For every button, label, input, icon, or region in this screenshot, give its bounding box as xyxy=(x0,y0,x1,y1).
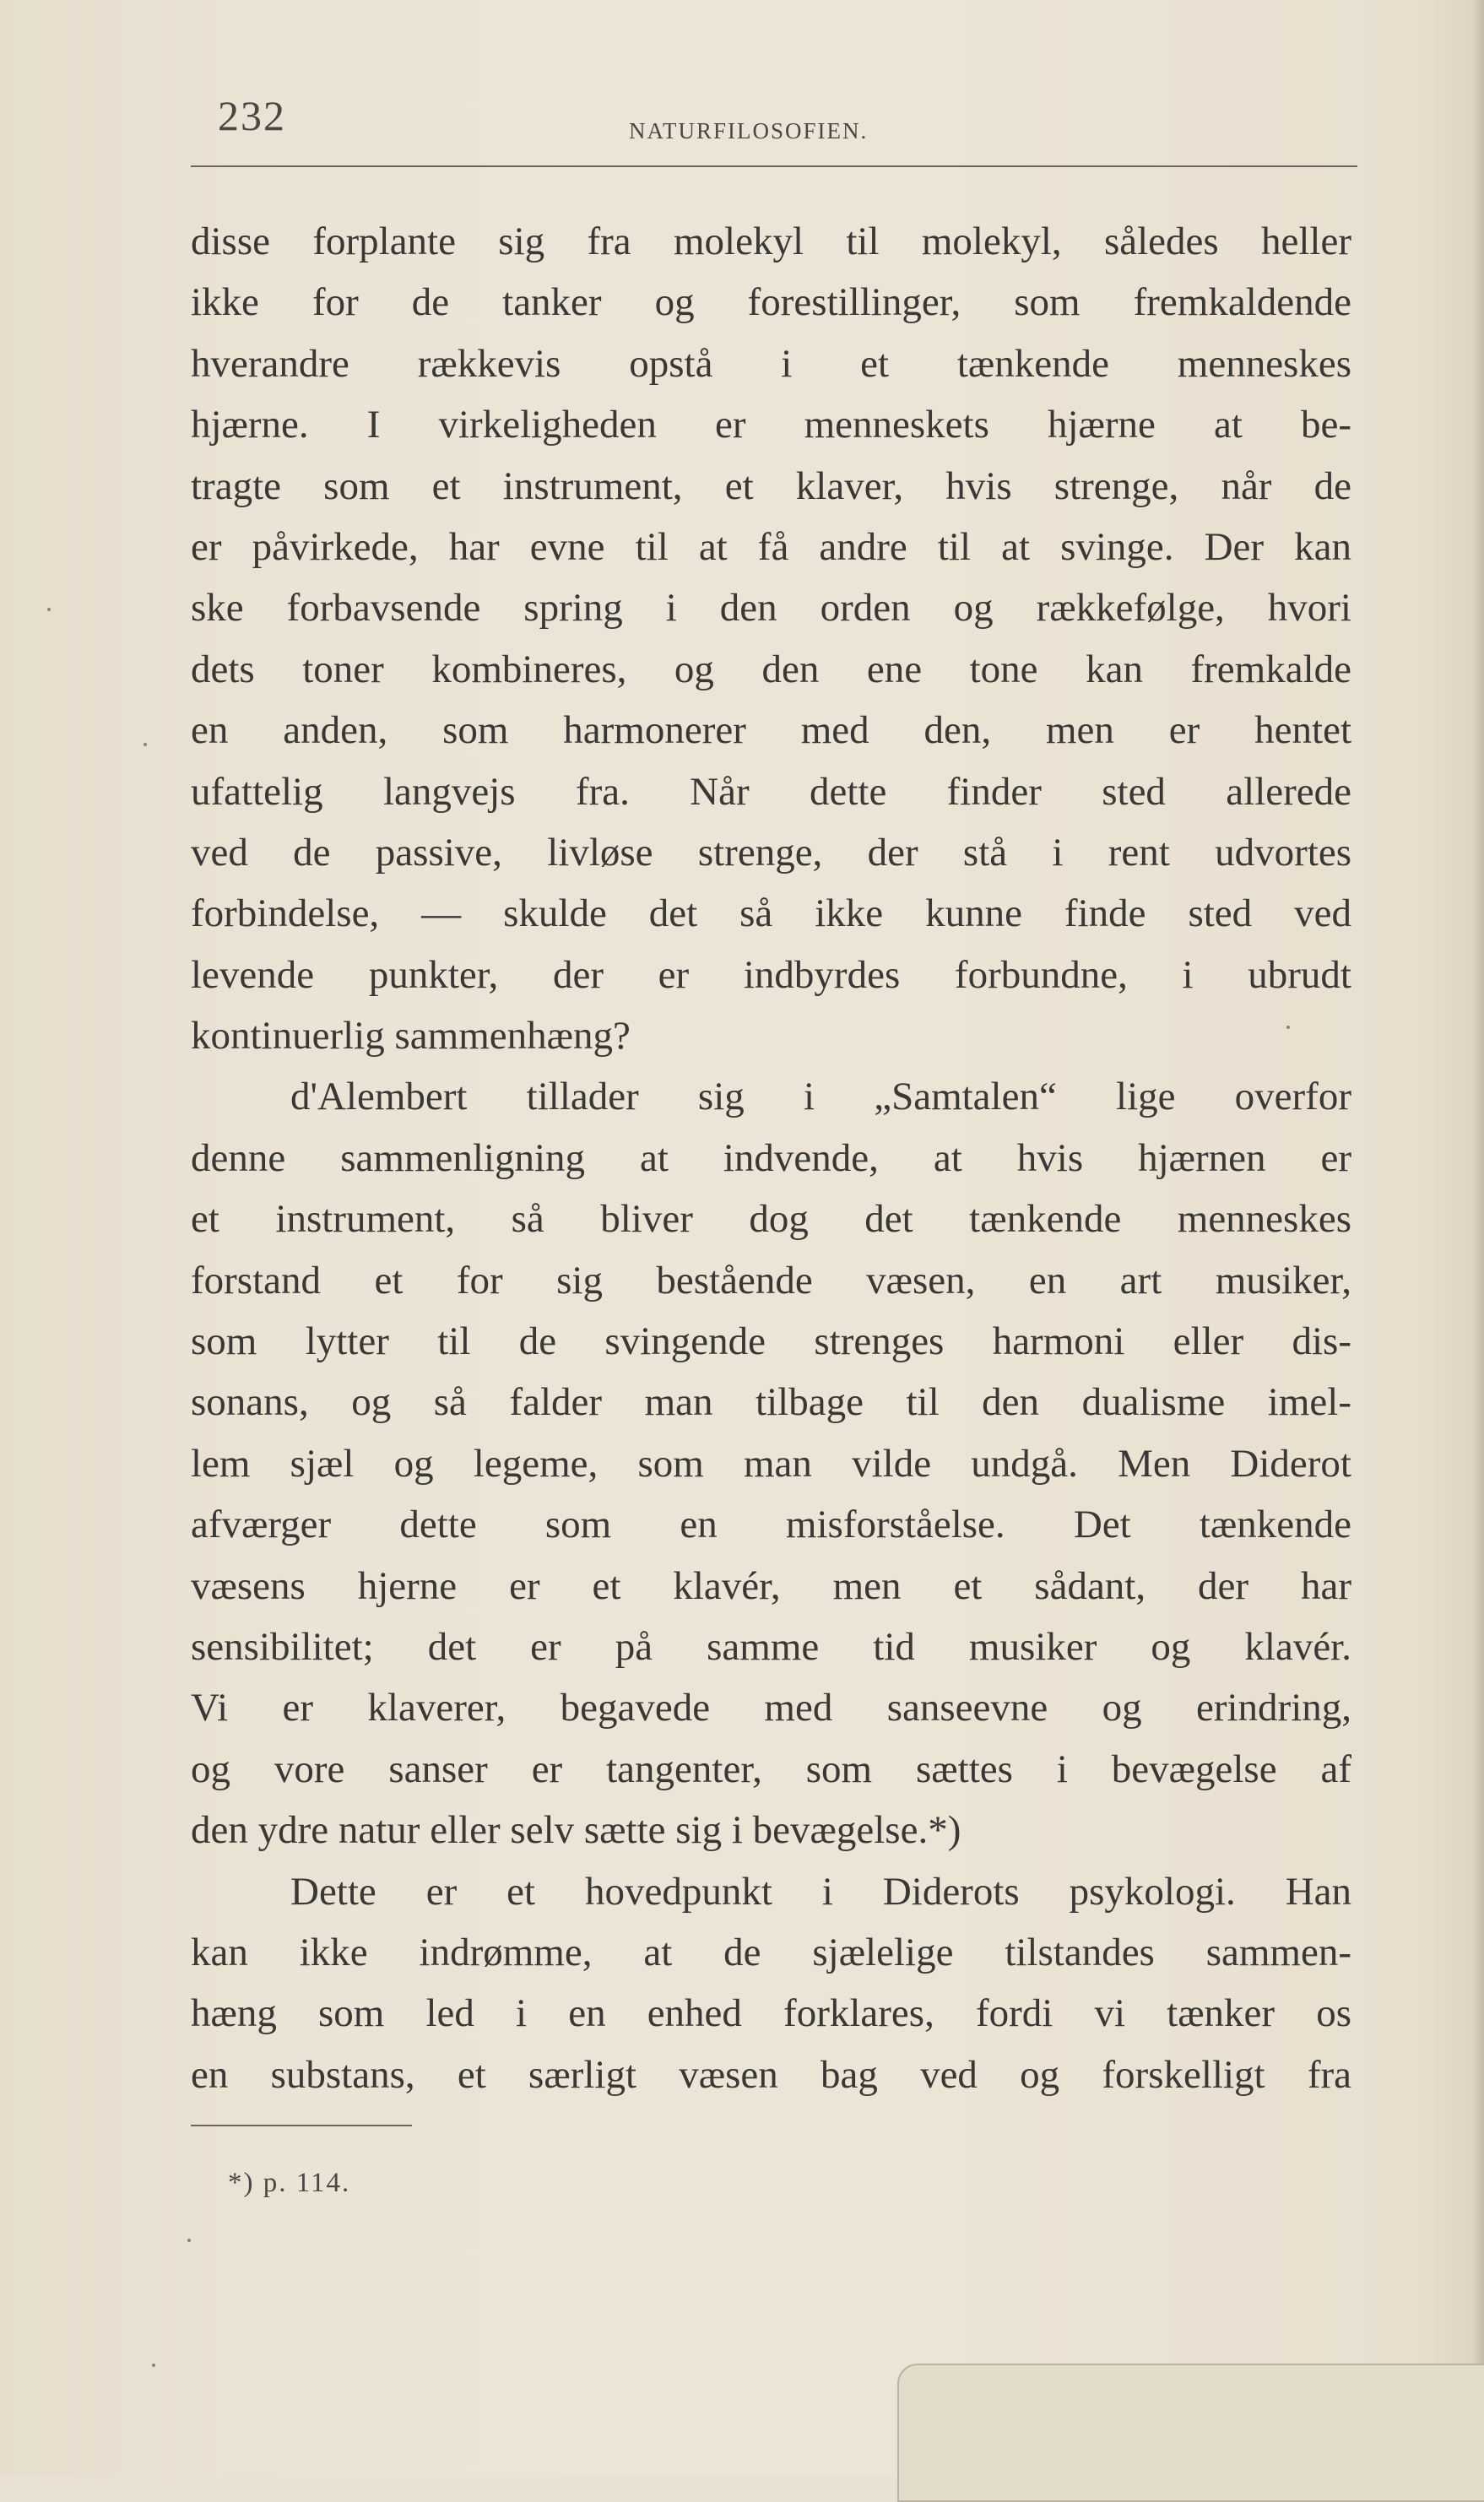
text-line: lem sjæl og legeme, som man vilde undgå. Men Diderot xyxy=(191,1441,1351,1486)
text-line: sonans, og så falder man tilbage til den dualisme imel- xyxy=(191,1380,1351,1425)
text-line: Vi er klaverer, begavede med sanseevne og erindring, xyxy=(191,1686,1351,1730)
scan-tab-outline xyxy=(897,2364,1484,2502)
text-line: ufattelig langvejs fra. Når dette finder sted allerede xyxy=(191,769,1351,814)
footnote-rule xyxy=(191,2125,412,2126)
text-line: ske forbavsende spring i den orden og rækkefølge, hvori xyxy=(191,586,1351,631)
running-title: NATURFILOSOFIEN. xyxy=(629,118,869,144)
text-line: en substans, et særligt væsen bag ved og forskelligt fra xyxy=(191,2052,1351,2097)
text-line: Dette er et hovedpunkt i Diderots psykologi. Han xyxy=(290,1869,1351,1914)
text-line: disse forplante sig fra molekyl til molekyl, således heller xyxy=(191,219,1351,263)
text-line: som lytter til de svingende strenges harmoni eller dis- xyxy=(191,1319,1351,1364)
header-rule xyxy=(191,165,1357,167)
text-line: og vore sanser er tangenter, som sættes i bevægelse af xyxy=(191,1747,1351,1791)
text-line: levende punkter, der er indbyrdes forbundne, i ubrudt xyxy=(191,952,1351,997)
text-line: hæng som led i en enhed forklares, fordi vi tænker os xyxy=(191,1991,1351,2036)
text-line: ikke for de tanker og forestillinger, som fremkaldende xyxy=(191,280,1351,325)
text-line: hjærne. I virkeligheden er menneskets hjærne at be- xyxy=(191,403,1351,447)
paper-speck xyxy=(152,2364,155,2367)
text-line: dets toner kombineres, og den ene tone kan fremkalde xyxy=(191,647,1351,691)
text-line: en anden, som harmonerer med den, men er hentet xyxy=(191,708,1351,753)
text-line: er påvirkede, har evne til at få andre til at svinge. Der kan xyxy=(191,524,1351,569)
text-line: denne sammenligning at indvende, at hvis hjærnen er xyxy=(191,1135,1351,1180)
paper-speck xyxy=(1286,1026,1290,1029)
paper-speck xyxy=(187,2239,191,2242)
text-line: forstand et for sig bestående væsen, en art musiker, xyxy=(191,1258,1351,1302)
page-edge-shadow xyxy=(1472,0,1484,2477)
text-line: tragte som et instrument, et klaver, hvis strenge, når de xyxy=(191,463,1351,508)
footnote: *) p. 114. xyxy=(228,2168,351,2198)
text-line: ved de passive, livløse strenge, der stå i rent udvortes xyxy=(191,830,1351,875)
text-line: hverandre rækkevis opstå i et tænkende menneskes xyxy=(191,341,1351,386)
page-number: 232 xyxy=(218,92,286,139)
text-line: sensibilitet; det er på samme tid musiker og klavér. xyxy=(191,1624,1351,1669)
text-line: kan ikke indrømme, at de sjælelige tilstandes sammen- xyxy=(191,1930,1351,1974)
body-text xyxy=(191,211,1351,2105)
paper-speck xyxy=(144,743,147,746)
text-line: afværger dette som en misforståelse. Det tænkende xyxy=(191,1503,1351,1547)
text-line: kontinuerlig sammenhæng? xyxy=(191,1014,631,1059)
paper-speck xyxy=(47,608,51,611)
text-line: et instrument, så bliver dog det tænkende menneskes xyxy=(191,1197,1351,1242)
text-line: d'Alembert tillader sig i „Samtalen“ lige overfor xyxy=(290,1075,1351,1119)
text-line: den ydre natur eller selv sætte sig i bevægelse.*) xyxy=(191,1808,961,1853)
text-line: væsens hjerne er et klavér, men et sådant, der har xyxy=(191,1563,1351,1608)
text-line: forbindelse, — skulde det så ikke kunne finde sted ved xyxy=(191,891,1351,936)
